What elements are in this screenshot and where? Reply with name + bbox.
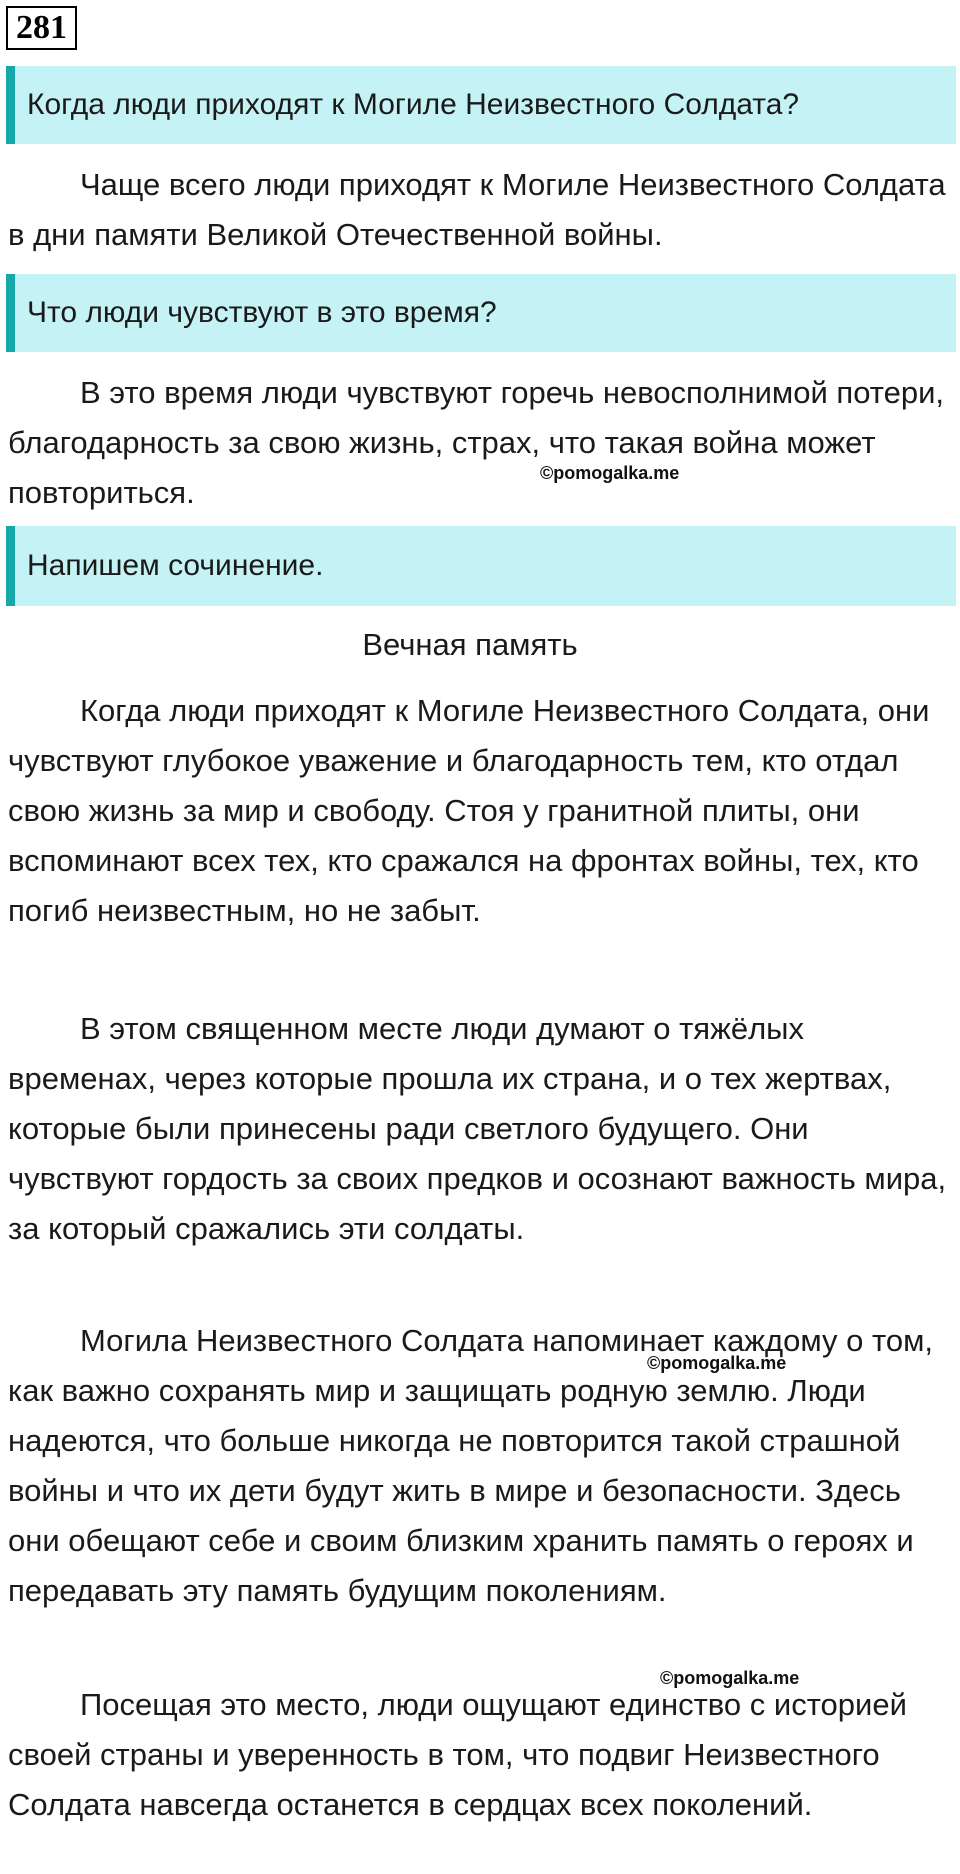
task-number: 281 bbox=[6, 6, 77, 50]
answer-1: Чаще всего люди приходят к Могиле Неизвестного Солдата в дни памяти Великой Отечественной войны. bbox=[8, 167, 946, 252]
watermark: ©pomogalka.me bbox=[647, 1353, 787, 1373]
answer-2: В это время люди чувствуют горечь невосполнимой потери, благодарность за свою жизнь, страх, что такая война может повториться. bbox=[8, 375, 945, 510]
essay-paragraph: Могила Неизвестного Солдата напоминает каждому о том, как важно сохранять мир и защищать родную землю. Люди надеются, что больше никогда не повторится такой страшной войны и что их дети будут жить в мире и безопасности. Здесь они обещают себе и своим близким хранить память о героях и передавать эту память будущим поколениям. bbox=[8, 1323, 934, 1608]
essay-title: Вечная память bbox=[362, 627, 578, 662]
watermark: ©pomogalka.me bbox=[660, 1668, 800, 1688]
essay-paragraph: Посещая это место, люди ощущают единство с историей своей страны и уверенность в том, что подвиг Неизвестного Солдата навсегда останется в сердцах всех поколений. bbox=[8, 1687, 907, 1822]
question-3 bbox=[6, 526, 956, 606]
question-3-text: Напишем сочинение. bbox=[27, 549, 324, 582]
question-2 bbox=[6, 274, 956, 352]
watermark: ©pomogalka.me bbox=[540, 463, 680, 483]
question-1-text: Когда люди приходят к Могиле Неизвестного Солдата? bbox=[27, 88, 800, 121]
question-1 bbox=[6, 66, 956, 144]
question-2-text: Что люди чувствуют в это время? bbox=[27, 296, 497, 329]
essay-paragraph: Когда люди приходят к Могиле Неизвестного Солдата, они чувствуют глубокое уважение и благодарность тем, кто отдал свою жизнь за мир и свободу. Стоя у гранитной плиты, они вспоминают всех тех, кто сражался на фронтах войны, тех, кто погиб неизвестным, но не забыт. bbox=[8, 693, 930, 928]
essay-paragraph: В этом священном месте люди думают о тяжёлых временах, через которые прошла их страна, и о тех жертвах, которые были принесены ради светлого будущего. Они чувствуют гордость за своих предков и осознают важность мира, за который сражались эти солдаты. bbox=[8, 1011, 947, 1246]
